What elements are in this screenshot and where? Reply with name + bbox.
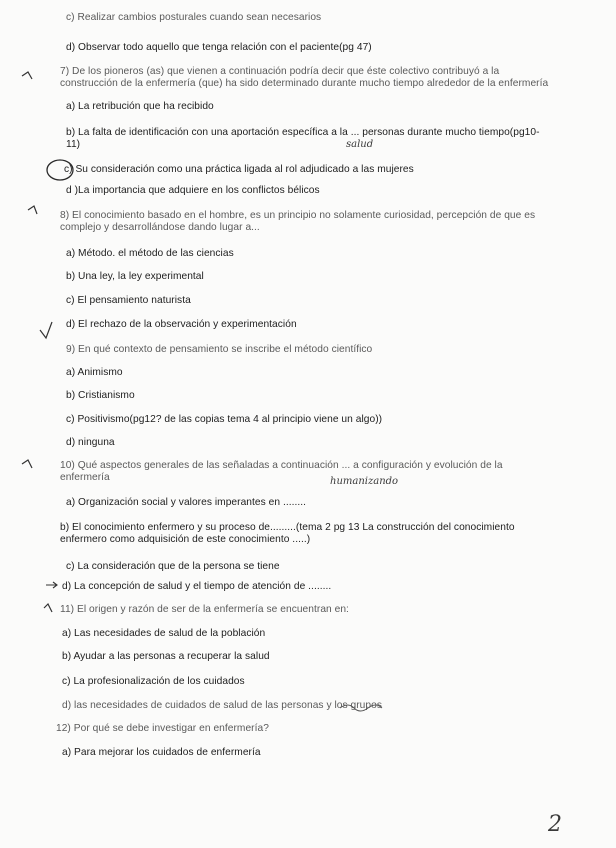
page-number: 2 [548, 812, 562, 837]
check-mark [28, 206, 37, 214]
handwritten-note: humanizando [330, 476, 399, 487]
question-text: 11) El origen y razón de ser de la enfermería se encuentran en: [60, 604, 349, 615]
answer-option: d )La importancia que adquiere en los conflictos bélicos [66, 185, 320, 196]
answer-option: a) Método. el método de las ciencias [66, 248, 234, 259]
answer-option: b) La falta de identificación con una aportación específica a la ... personas durante mucho tiempo(pg10-11) [66, 127, 540, 150]
answer-option: c) Positivismo(pg12? de las copias tema 4 al principio viene un algo)) [66, 414, 383, 425]
answer-option: c) Realizar cambios posturales cuando sean necesarios [66, 12, 322, 23]
answer-option: a) Para mejorar los cuidados de enfermería [62, 747, 261, 758]
answer-option: d) las necesidades de cuidados de salud de las personas y los grupos [62, 700, 382, 711]
answer-option: d) El rechazo de la observación y experimentación [66, 319, 297, 330]
answer-option: a) Organización social y valores imperantes en ........ [66, 497, 306, 508]
tick-mark [40, 322, 52, 338]
answer-option: b) El conocimiento enfermero y su proceso de.........(tema 2 pg 13 La construcción del conocimiento enfermero como adquisición de este conocimiento .....) [60, 522, 515, 545]
check-mark [22, 72, 32, 79]
answer-option: a) La retribución que ha recibido [66, 101, 214, 112]
answer-option-selected: c) Su consideración como una práctica ligada al rol adjudicado a las mujeres [64, 164, 414, 175]
question-text: 12) Por qué se debe investigar en enfermería? [56, 723, 269, 734]
check-mark [22, 460, 32, 468]
question-text: 8) El conocimiento basado en el hombre, es un principio no solamente curiosidad, percepción de que es complejo y desarrollándose dando lugar a... [60, 210, 536, 233]
answer-option: b) Una ley, la ley experimental [66, 271, 204, 282]
answer-option: b) Ayudar a las personas a recuperar la salud [62, 651, 270, 662]
answer-option: c) El pensamiento naturista [66, 295, 191, 306]
answer-option: d) La concepción de salud y el tiempo de atención de ........ [62, 581, 332, 592]
question-text: 7) De los pioneros (as) que vienen a continuación podría decir que éste colectivo contribuyó a la construcción de la enfermería (que) ha sido determinado durante mucho tiempo alrededor de la enfermería [60, 66, 549, 89]
question-text: 10) Qué aspectos generales de las señaladas a continuación ... a configuración y evolución de la enfermería [60, 460, 503, 483]
answer-option: a) Animismo [66, 367, 123, 378]
answer-option: d) ninguna [66, 437, 115, 448]
answer-option: b) Cristianismo [66, 390, 135, 401]
handwritten-note: salud [346, 139, 374, 150]
arrow-mark [46, 582, 57, 588]
answer-option: d) Observar todo aquello que tenga relación con el paciente(pg 47) [66, 42, 372, 53]
answer-option: c) La consideración que de la persona se tiene [66, 561, 280, 572]
answer-option: c) La profesionalización de los cuidados [62, 676, 245, 687]
answer-option: a) Las necesidades de salud de la población [62, 628, 266, 639]
question-text: 9) En qué contexto de pensamiento se inscribe el método científico [66, 344, 373, 355]
check-mark [44, 604, 52, 612]
